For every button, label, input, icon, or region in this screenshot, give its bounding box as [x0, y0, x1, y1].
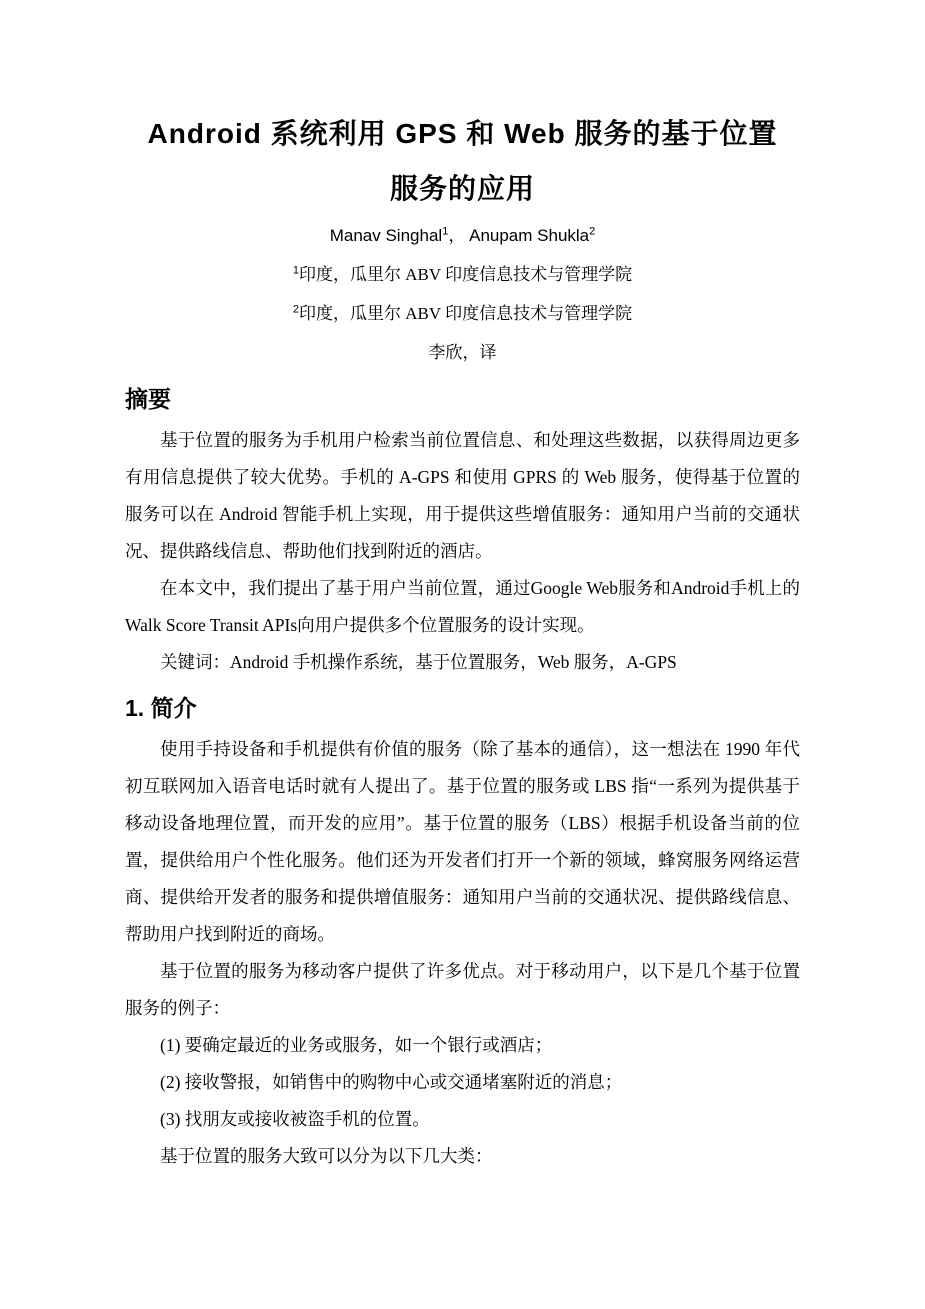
author-1-superscript: 1 — [442, 225, 449, 238]
affiliation-2-superscript: 2 — [292, 303, 300, 316]
keywords-line: 关键词：Android 手机操作系统，基于位置服务，Web 服务，A-GPS — [160, 652, 677, 672]
abstract-paragraph-2: 在本文中，我们提出了基于用户当前位置，通过Google Web服务和Android手机上的Walk Score Transit APIs向用户提供多个位置服务的设计实现。 — [125, 578, 800, 635]
affiliation-2-text: 印度，瓜里尔 ABV 印度信息技术与管理学院 — [299, 304, 633, 323]
affiliation-1-superscript: 1 — [292, 264, 300, 277]
section-1-paragraph-3: 基于位置的服务大致可以分为以下几大类： — [160, 1146, 493, 1166]
list-item-1: (1) 要确定最近的业务或服务，如一个银行或酒店； — [160, 1035, 553, 1055]
affiliation-1-text: 印度，瓜里尔 ABV 印度信息技术与管理学院 — [299, 265, 633, 284]
affiliation-line-1 — [125, 255, 800, 294]
authors-separator: ， — [448, 226, 470, 245]
translator-line: 李欣，译 — [428, 343, 497, 362]
list-item-2: (2) 接收警报，如销售中的购物中心或交通堵塞附近的消息； — [160, 1072, 623, 1092]
authors-line — [125, 216, 800, 255]
author-1-name: Manav Singhal — [329, 226, 443, 245]
paper-title-line-2: 服务的应用 — [389, 173, 535, 204]
section-1-heading: 1. 简介 — [125, 695, 197, 721]
author-2-superscript: 2 — [589, 225, 596, 238]
list-item-3: (3) 找朋友或接收被盗手机的位置。 — [160, 1109, 430, 1129]
abstract-heading: 摘要 — [125, 386, 171, 412]
section-1-paragraph-2: 基于位置的服务为移动客户提供了许多优点。对于移动用户，以下是几个基于位置服务的例子： — [125, 961, 800, 1018]
author-2-name: Anupam Shukla — [469, 226, 590, 245]
abstract-paragraph-1: 基于位置的服务为手机用户检索当前位置信息、和处理这些数据，以获得周边更多有用信息提供了较大优势。手机的 A-GPS 和使用 GPRS 的 Web 服务，使得基于位置的服务可以在 Android 智能手机上实现，用于提供这些增值服务：通知用户当前的交通状况、提供路线信息、帮助他们找到附近的酒店。 — [125, 430, 800, 561]
affiliation-line-2 — [125, 294, 800, 333]
paper-title-line-1: Android 系统利用 GPS 和 Web 服务的基于位置 — [147, 118, 778, 149]
section-1-paragraph-1: 使用手持设备和手机提供有价值的服务（除了基本的通信），这一想法在 1990 年代初互联网加入语音电话时就有人提出了。基于位置的服务或 LBS 指“一系列为提供基于移动设备地理位置，而开发的应用”。基于位置的服务（LBS）根据手机设备当前的位置，提供给用户个性化服务。他们还为开发者们打开一个新的领域，蜂窝服务网络运营商、提供给开发者的服务和提供增值服务：通知用户当前的交通状况、提供路线信息、帮助用户找到附近的商场。 — [125, 739, 800, 944]
